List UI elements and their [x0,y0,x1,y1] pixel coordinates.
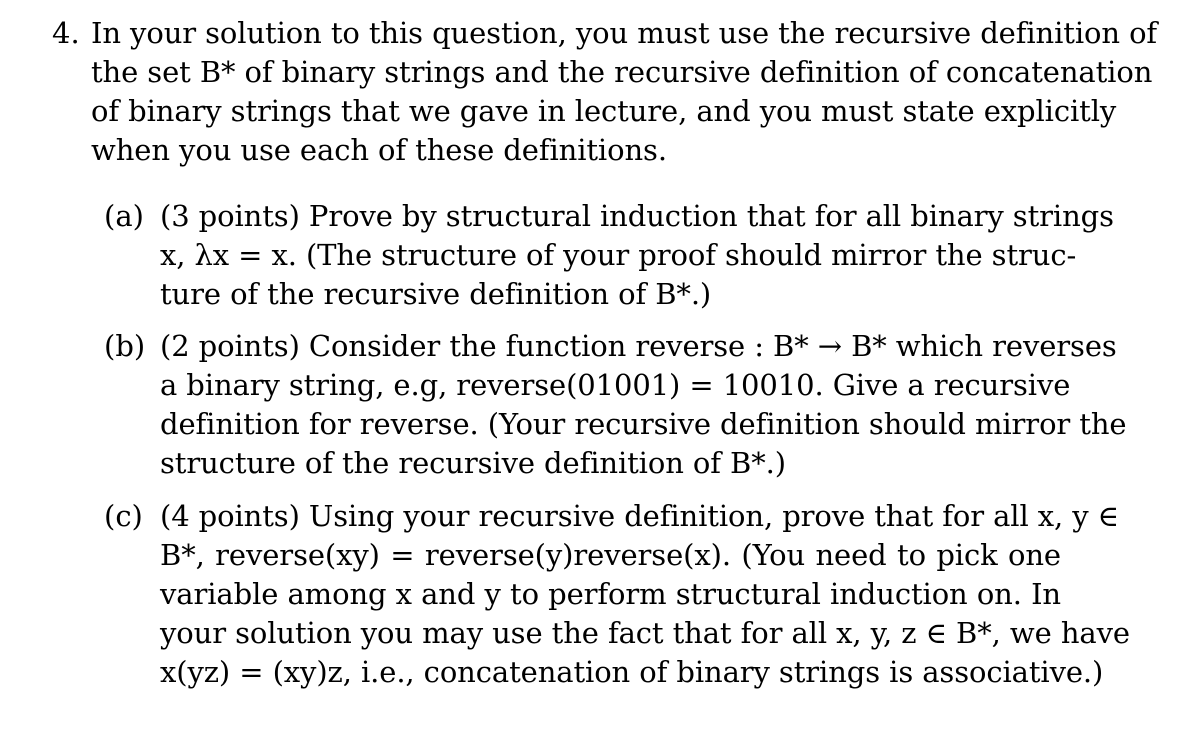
part-b-line-3: definition for reverse. (Your recursive definition should mirror the [160,407,1127,441]
part-c-line-4: your solution you may use the fact that for all x, y, z ∈ B*, we have [160,616,1130,650]
part-a-line-1: (3 points) Prove by structural induction that for all binary strings [160,199,1114,233]
part-a-line-2: x, λx = x. (The structure of your proof should mirror the struc- [160,238,1077,272]
intro-line-1: In your solution to this question, you must use the recursive definition of [91,16,1158,50]
part-b-line-1: (2 points) Consider the function reverse : B* → B* which reverses [160,329,1117,363]
intro-line-3: of binary strings that we gave in lecture, and you must state explicitly [91,94,1117,128]
part-a-label: (a) [104,199,144,233]
part-c-line-1: (4 points) Using your recursive definition, prove that for all x, y ∈ [160,499,1120,533]
question-number: 4. [52,16,80,50]
part-c-line-5: x(yz) = (xy)z, i.e., concatenation of binary strings is associative.) [160,655,1104,689]
part-c-line-2: B*, reverse(xy) = reverse(y)reverse(x). (You need to pick one [160,538,1061,572]
intro-line-2: the set B* of binary strings and the recursive definition of concatenation [91,55,1153,89]
part-b-label: (b) [104,329,146,363]
part-b-line-4: structure of the recursive definition of B*.) [160,446,786,480]
intro-line-4: when you use each of these definitions. [91,133,667,167]
part-a-line-3: ture of the recursive definition of B*.) [160,277,712,311]
part-b-line-2: a binary string, e.g, reverse(01001) = 10010. Give a recursive [160,368,1071,402]
part-c-label: (c) [104,499,143,533]
part-c-line-3: variable among x and y to perform structural induction on. In [160,577,1061,611]
